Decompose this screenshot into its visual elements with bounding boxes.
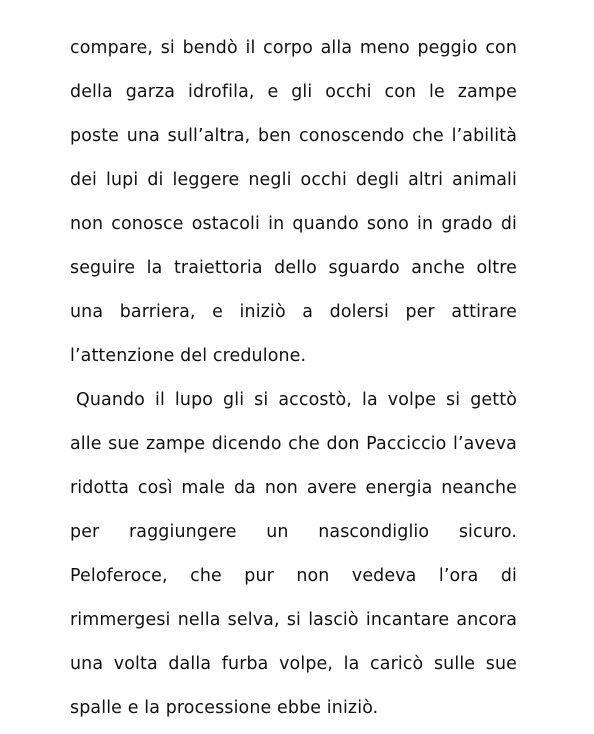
text-line: una barriera, e iniziò a dolersi per attirare [70, 302, 517, 322]
text-line: una volta dalla furba volpe, la caricò sulle sue [70, 654, 517, 674]
text-line: seguire la traiettoria dello sguardo anche oltre [70, 258, 517, 278]
text-line: alle sue zampe dicendo che don Pacciccio l’aveva [70, 434, 517, 454]
text-line: Peloferoce, che pur non vedeva l’ora di [70, 566, 517, 586]
text-line: Quando il lupo gli si accostò, la volpe si gettò [76, 390, 517, 410]
text-line: compare, si bendò il corpo alla meno peggio con [70, 38, 517, 58]
text-line: per raggiungere un nascondiglio sicuro. [70, 522, 517, 542]
paragraph-2 [70, 378, 517, 730]
text-line: spalle e la processione ebbe iniziò. [70, 698, 379, 718]
text-line: ridotta così male da non avere energia neanche [70, 478, 517, 498]
text-line: rimmergesi nella selva, si lasciò incantare ancora [70, 610, 517, 630]
paragraph-1 [70, 26, 517, 378]
text-line: della garza idrofila, e gli occhi con le zampe [70, 82, 517, 102]
text-line: poste una sull’altra, ben conoscendo che l’abilità [70, 126, 517, 146]
document-page [70, 26, 517, 730]
text-line: dei lupi di leggere negli occhi degli altri animali [70, 170, 517, 190]
text-line: non conosce ostacoli in quando sono in grado di [70, 214, 517, 234]
text-line: l’attenzione del credulone. [70, 346, 307, 366]
